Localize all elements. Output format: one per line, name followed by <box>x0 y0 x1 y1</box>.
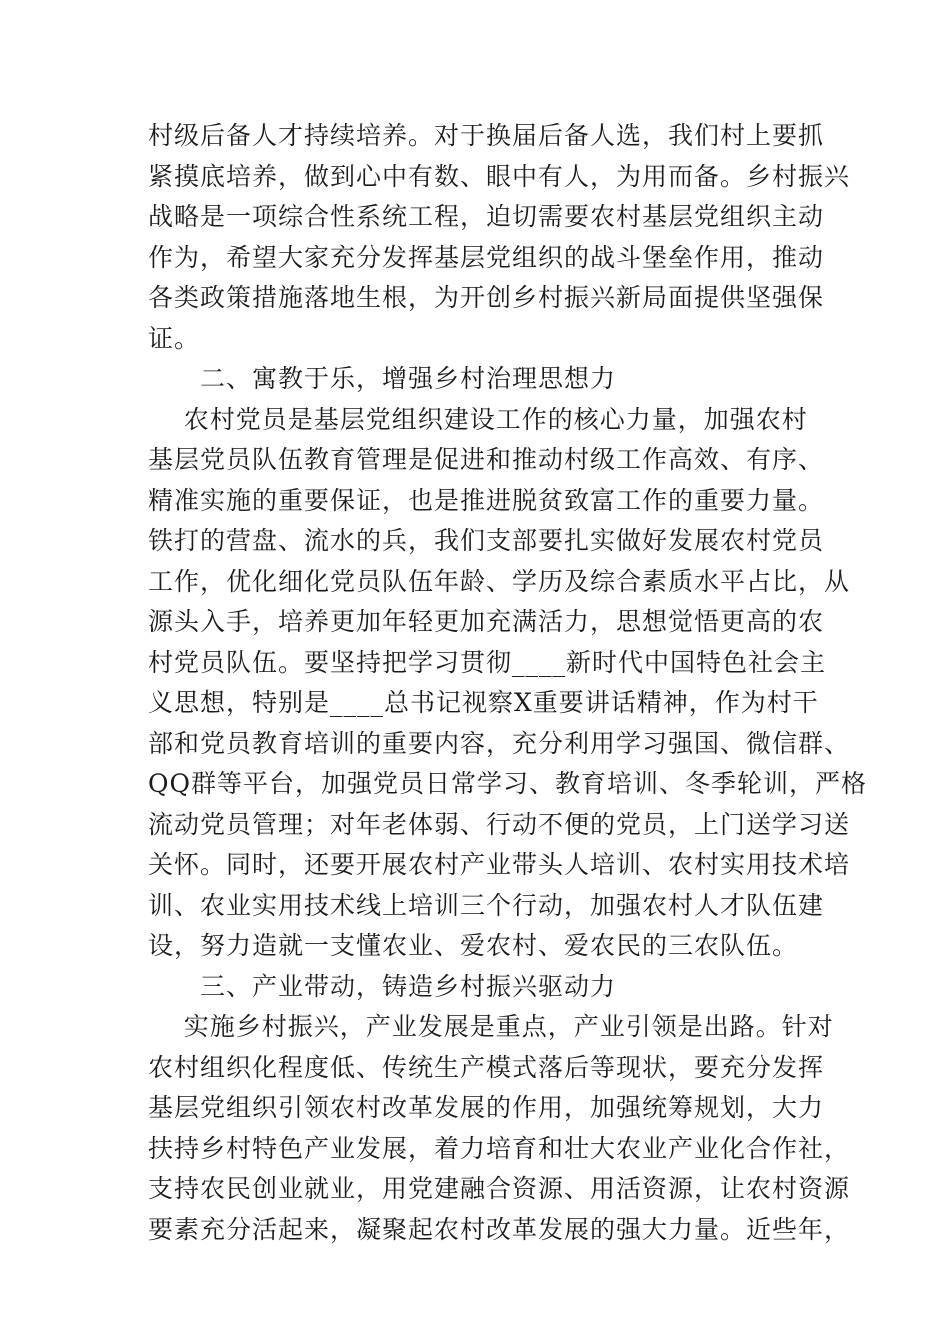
text-line: 扶持乡村特色产业发展，着力培育和壮大农业产业化合作社， <box>148 1133 851 1163</box>
text-line: 作为，希望大家充分发挥基层党组织的战斗堡垒作用，推动 <box>148 242 825 272</box>
paragraph-2 <box>148 400 867 967</box>
text-line: 设，努力造就一支懂农业、爱农村、爱农民的三农队伍。 <box>148 931 799 960</box>
text-line: 部和党员教育培训的重要内容，充分利用学习强国、微信群、 <box>148 728 851 758</box>
text-line: 村级后备人才持续培养。对于换届后备人选，我们村上要抓 <box>148 121 825 150</box>
text-line: 铁打的营盘、流水的兵，我们支部要扎实做好发展农村党员 <box>148 526 825 555</box>
text-line: 紧摸底培养，做到心中有数、眼中有人，为用而备。乡村振兴 <box>148 161 851 191</box>
section-heading-3: 三、产业带动，铸造乡村振兴驱动力 <box>200 971 617 1001</box>
text-line: 流动党员管理；对年老体弱、行动不便的党员，上门送学习送 <box>148 809 851 839</box>
text-line: 农村党员是基层党组织建设工作的核心力量，加强农村 <box>148 404 808 434</box>
text-line: 训、农业实用技术线上培训三个行动，加强农村人才队伍建 <box>148 890 825 920</box>
text-line: 战略是一项综合性系统工程，迫切需要农村基层党组织主动 <box>148 202 825 231</box>
text-line: 要素充分活起来，凝聚起农村改革发展的强大力量。近些年， <box>148 1214 851 1244</box>
text-line: 农村组织化程度低、传统生产模式落后等现状，要充分发挥 <box>148 1052 825 1082</box>
text-line: 证。 <box>148 323 201 353</box>
document-body <box>148 116 867 1250</box>
text-line: 村党员队伍。要坚持把学习贯彻____新时代中国特色社会主 <box>148 647 827 677</box>
section-heading-2: 二、寓教于乐，增强乡村治理思想力 <box>200 364 617 393</box>
text-line: 源头入手，培养更加年轻更加充满活力，思想觉悟更高的农 <box>148 607 825 636</box>
text-line: 实施乡村振兴，产业发展是重点，产业引领是出路。针对 <box>148 1012 834 1041</box>
text-line: 支持农民创业就业，用党建融合资源、用活资源，让农村资源 <box>148 1174 851 1203</box>
text-line: QQ群等平台，加强党员日常学习、教育培训、冬季轮训，严格 <box>148 769 867 798</box>
text-line: 基层党员队伍教育管理是促进和推动村级工作高效、有序、 <box>148 445 825 474</box>
text-line: 义思想，特别是____总书记视察X重要讲话精神，作为村干 <box>148 688 819 717</box>
paragraph-3 <box>148 1007 851 1250</box>
text-line: 基层党组织引领农村改革发展的作用，加强统筹规划，大力 <box>148 1093 825 1122</box>
text-line: 各类政策措施落地生根，为开创乡村振兴新局面提供坚强保 <box>148 283 825 312</box>
text-line: 工作，优化细化党员队伍年龄、学历及综合素质水平占比，从 <box>148 566 851 596</box>
text-line: 精准实施的重要保证，也是推进脱贫致富工作的重要力量。 <box>148 485 825 515</box>
paragraph-1 <box>148 116 851 359</box>
text-line: 关怀。同时，还要开展农村产业带头人培训、农村实用技术培 <box>148 850 851 879</box>
